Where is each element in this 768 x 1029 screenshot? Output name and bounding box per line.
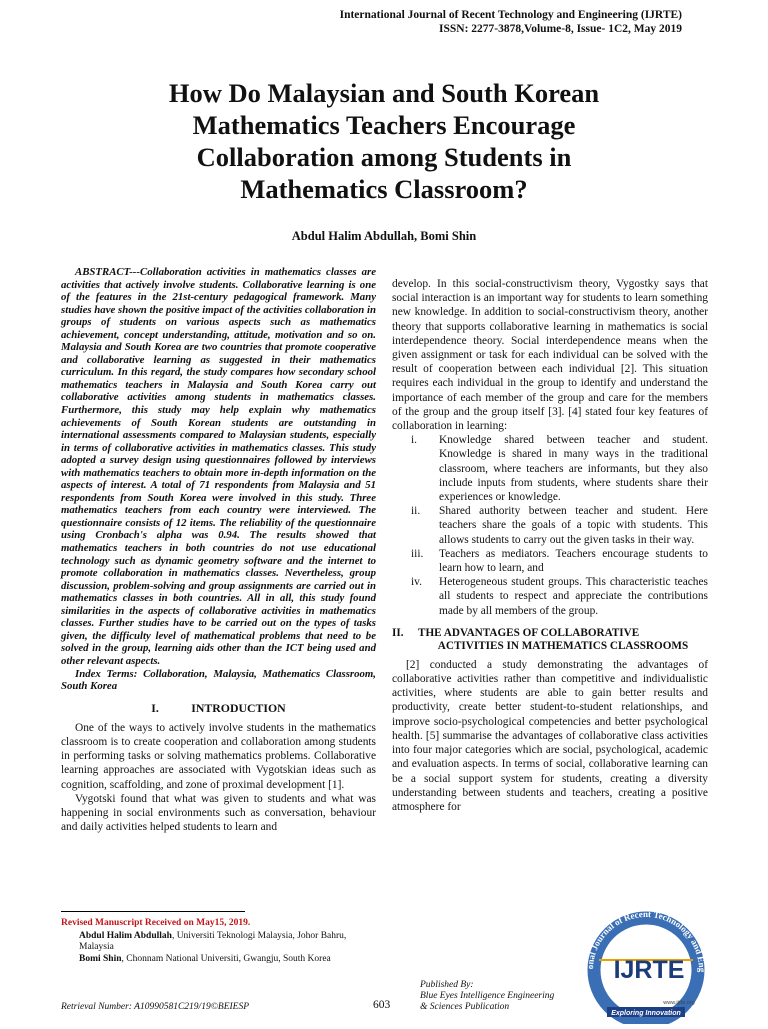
- affiliation-text: , Chonnam National Universiti, Gwangju, South Korea: [121, 953, 331, 964]
- title-line: Mathematics Classroom?: [240, 174, 528, 204]
- list-number: i.: [411, 434, 418, 447]
- page-number: 603: [373, 999, 391, 1011]
- logo-brand: IJRTE: [613, 956, 685, 984]
- publisher-line: Blue Eyes Intelligence Engineering: [420, 991, 555, 1001]
- list-item: [392, 547, 708, 575]
- list-item-text: Heterogeneous student groups. This characteristic teaches all students to respect and appreciate the contributions made by all members of the group.: [439, 576, 708, 617]
- author-name: Bomi Shin: [79, 953, 122, 964]
- affiliation-text: , Universiti Teknologi Malaysia, Johor Bahru, Malaysia: [79, 930, 347, 952]
- logo-arc-text: onal Journal of Recent Technology and Eng: [584, 908, 707, 973]
- revised-note: Revised Manuscript Received on May15, 2019.: [61, 918, 251, 928]
- list-item: [392, 575, 708, 618]
- author-affiliation: [61, 931, 376, 954]
- list-item-text: Teachers as mediators. Teachers encourage students to learn how to learn, and: [439, 547, 708, 575]
- section-heading-advantages: [392, 627, 708, 654]
- list-number: iv.: [411, 576, 422, 589]
- list-item-text: Shared authority between teacher and student. Here teachers share the goals of a topic with students. This allows students to carry out the given tasks in their way.: [439, 505, 708, 546]
- footnote-divider: [61, 911, 245, 912]
- paper-title: [0, 77, 768, 205]
- abstract: ABSTRACT---Collaboration activities in mathematics classes are activities that actively involve students. Collaborative learning is one of the features in the 21st-century pedagogical framework. Many studies have shown the positive impact of the activities collaboration in groups of students on various aspects such as mathematics achievement, concept understanding, attitude, motivation and so on. Malaysia and South Korea are two countries that promote cooperative and collaborative learning as suggested in their mathematics curriculum. In this regard, the study compares how secondary school mathematics teachers in Malaysia and South Korea carry out collaborative activities among students in mathematics classes. Furthermore, this study may help explain why mathematics achievements of South Korean students are outstanding in international assessments compared to Malaysian students, especially in terms of collaborative activities in mathematics classes. This study adopted a survey design using questionnaires followed by interviews with mathematics teachers to obtain more in-depth information on the aspects of interest. A total of 71 respondents from Malaysia and 51 respondents from South Korea were involved in this study. Three mathematics teachers from each country were interviewed. The questionnaire consists of 12 items. The reliability of the questionnaire using Cronbach's alpha was 0.94. The results showed that mathematics teachers in both countries do not use educational technology such as dynamic geometry software and the internet to promote collaboration in mathematics classes. Nevertheless, group discussion, problem-solving and group assignments are carried out in mathematics classes in both countries. All in all, this study found similarities in the aspects of collaborative activities in mathematics classes. Further studies have to be carried out on the types of tasks given, the difficulty level of mathematical problems that need to be solved in the group, learning aids other than the ICT being used and other relevant aspects.: [61, 266, 376, 667]
- issn-line: ISSN: 2277-3878,Volume-8, Issue- 1C2, May 2019: [439, 22, 682, 35]
- right-column: [392, 277, 708, 814]
- ijrte-logo-graphic: [577, 900, 715, 1024]
- section-number: II.: [392, 626, 404, 639]
- list-item-text: Knowledge shared between teacher and student. Knowledge is shared in many ways in the traditional classroom, where teachers are informants, but they also include inputs from students, where students share their experiences or knowledge.: [439, 434, 708, 504]
- retrieval-number: Retrieval Number: A10990581C219/19©BEIESP: [61, 1002, 250, 1012]
- index-terms: Index Terms: Collaboration, Malaysia, Mathematics Classroom, South Korea: [61, 667, 376, 693]
- publisher-line: Published By:: [420, 980, 474, 990]
- list-number: ii.: [411, 505, 421, 518]
- journal-header: [340, 9, 682, 36]
- section-heading-introduction: [61, 701, 376, 715]
- section-title: INTRODUCTION: [191, 700, 286, 715]
- list-item: [392, 504, 708, 547]
- paragraph: One of the ways to actively involve students in the mathematics classroom is to create cooperation and collaboration among students in performing tasks or solving mathematics problems. Collaborative learning approaches are associated with Vygotskian ideas such as cognition, scaffolding, and zone of proximal development [1].: [61, 721, 376, 791]
- author-name: Abdul Halim Abdullah: [79, 930, 172, 941]
- list-number: iii.: [411, 547, 424, 560]
- publisher-line: & Sciences Publication: [420, 1002, 510, 1012]
- section-title-line: THE ADVANTAGES OF COLLABORATIVE: [418, 626, 640, 639]
- list-item: [392, 433, 708, 504]
- section-title-line: ACTIVITIES IN MATHEMATICS CLASSROOMS: [437, 640, 689, 653]
- logo-tagline: Exploring Innovation: [611, 1010, 681, 1017]
- title-line: Collaboration among Students in: [196, 142, 572, 172]
- ijrte-logo: [577, 900, 715, 1024]
- feature-list: [392, 433, 708, 618]
- left-column: [61, 266, 376, 834]
- paragraph: Vygotski found that what was given to students and what was happening in social environments such as conversation, behaviour and daily activities helped students to learn and: [61, 792, 376, 834]
- title-line: How Do Malaysian and South Korean: [168, 78, 600, 108]
- logo-url: www.ijrte.org: [663, 1000, 695, 1006]
- paragraph: [2] conducted a study demonstrating the advantages of collaborative activities rather than competitive and individualistic activities, where students are able to gain better results and productivity, create better student-to-student relationships, and improve socio-psychological competencies and better psychological health. [5] summarise the advantages of collaborative class activities into four major categories which are social, psychological, academic and evaluation aspects. In terms of social, collaborative learning can be a social support system for students, creating a diversity understanding between students and teachers, creating a positive atmosphere for: [392, 658, 708, 813]
- paragraph: develop. In this social-constructivism theory, Vygostky says that social interaction is an important way for students to learn something new knowledge. In addition to social-constructivism theory, another theory that supports collaborative learning in mathematics is social interdependence theory. Social interdependence means when the given assignment or task for each individual can be solved with the result of cooperation between each individual [2]. This situation requires each individual in the group to identify and understand the importance of each member of the group and care for the members of the group and the group itself [3]. [4] stated four key features of collaboration in learning:: [392, 278, 708, 433]
- author-affiliation: [61, 954, 376, 966]
- section-number: I.: [151, 700, 159, 715]
- author-list: Abdul Halim Abdullah, Bomi Shin: [291, 229, 477, 243]
- publisher-note: [420, 980, 554, 1013]
- footnotes: [61, 918, 376, 965]
- title-line: Mathematics Teachers Encourage: [192, 110, 576, 140]
- journal-name: International Journal of Recent Technology and Engineering (IJRTE): [339, 9, 682, 21]
